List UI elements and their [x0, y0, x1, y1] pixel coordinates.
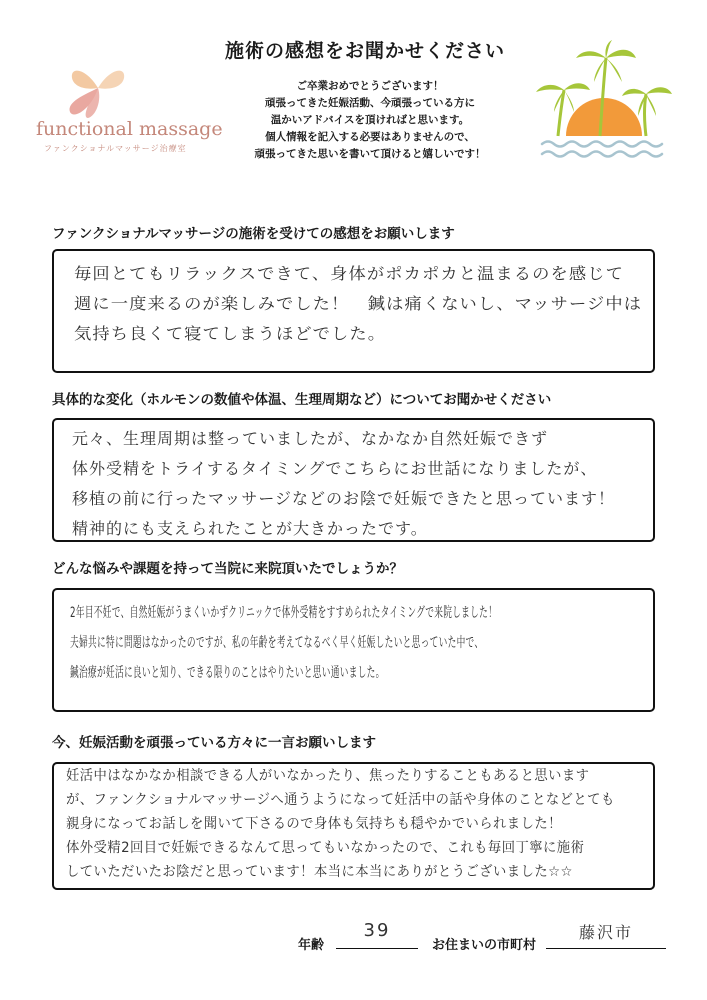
answer-3-text — [70, 598, 497, 688]
intro-line: 個人情報を記入する必要はありませんので、 — [265, 131, 475, 143]
logo-name: functional massage — [36, 118, 223, 140]
intro-line: 頑張ってきた妊娠活動、今頑張っている方に — [265, 97, 475, 109]
answer-line: していただいたお陰だと思っています！本当に本当にありがとうございました☆☆ — [66, 864, 573, 880]
city-label: お住まいの市町村 — [432, 938, 537, 953]
answer-4-box — [52, 762, 655, 890]
answer-line: 鍼治療が妊活に良いと知り、できる限りのことはやりたいと思い通いました。 — [70, 665, 385, 681]
answer-1-text — [74, 259, 642, 349]
logo-subname: ファンクショナルマッサージ治療室 — [44, 144, 187, 153]
answer-line: 毎回とてもリラックスできて、身体がポカポカと温まるのを感じて — [74, 264, 624, 283]
answer-line: 体外受精をトライするタイミングでこちらにお世話になりましたが、 — [72, 459, 598, 478]
answer-line: 親身になってお話しを聞いて下さるので身体も気持ちも穏やかでいられました！ — [66, 816, 562, 832]
answer-line: 2年目不妊で、自然妊娠がうまくいかずクリニックで体外受精をすすめられたタイミングで来院しました！ — [70, 605, 498, 621]
answer-line: 体外受精2回目で妊娠できるなんて思ってもいなかったので、これも毎回丁寧に施術 — [66, 840, 585, 856]
age-value: 39 — [363, 920, 391, 941]
answer-line: 気持ち良くて寝てしまうほどでした。 — [74, 324, 387, 343]
answer-1-box — [52, 249, 655, 373]
palm-sunset-icon — [528, 36, 678, 166]
question-1-label: ファンクショナルマッサージの施術を受けての感想をお願いします — [52, 226, 455, 242]
answer-line: 週に一度来るのが楽しみでした！ 鍼は痛くないし、マッサージ中は — [74, 294, 643, 313]
answer-line: 妊活中はなかなか相談できる人がいなかったり、焦ったりすることもあると思います — [66, 768, 590, 784]
question-3-label: どんな悩みや課題を持って当院に来院頂いたでしょうか？ — [52, 561, 403, 577]
intro-line: 頑張ってきた思いを書いて頂けると嬉しいです！ — [254, 148, 486, 160]
age-label: 年齢 — [298, 938, 325, 953]
question-2-label: 具体的な変化（ホルモンの数値や体温、生理周期など）についてお聞かせください — [52, 392, 552, 408]
answer-4-text — [66, 764, 615, 884]
answer-2-box — [52, 418, 655, 542]
city-field — [546, 920, 666, 949]
answer-3-box — [52, 588, 655, 712]
city-value: 藤沢市 — [578, 923, 633, 942]
intro-line: 温かいアドバイスを頂ければと思います。 — [270, 114, 470, 126]
answer-2-text — [72, 424, 615, 544]
intro-line: ご卒業おめでとうございます！ — [296, 80, 444, 92]
answer-line: 精神的にも支えられたことが大きかったです。 — [72, 519, 428, 538]
answer-line: 夫婦共に特に問題はなかったのですが、私の年齢を考えてなるべく早く妊娠したいと思っていた中で、 — [70, 635, 484, 651]
answer-line: が、ファンクショナルマッサージへ通うようになって妊活中の話や身体のことなどとても — [66, 792, 615, 808]
age-field — [336, 920, 418, 949]
butterfly-logo-icon — [58, 58, 138, 120]
page-title: 施術の感想をお聞かせください — [224, 40, 505, 62]
answer-line: 元々、生理周期は整っていましたが、なかなか自然妊娠できず — [72, 429, 549, 448]
question-4-label: 今、妊娠活動を頑張っている方々に一言お願いします — [52, 735, 376, 751]
intro-text — [230, 78, 510, 163]
answer-line: 移植の前に行ったマッサージなどのお陰で妊娠できたと思っています！ — [72, 489, 616, 508]
